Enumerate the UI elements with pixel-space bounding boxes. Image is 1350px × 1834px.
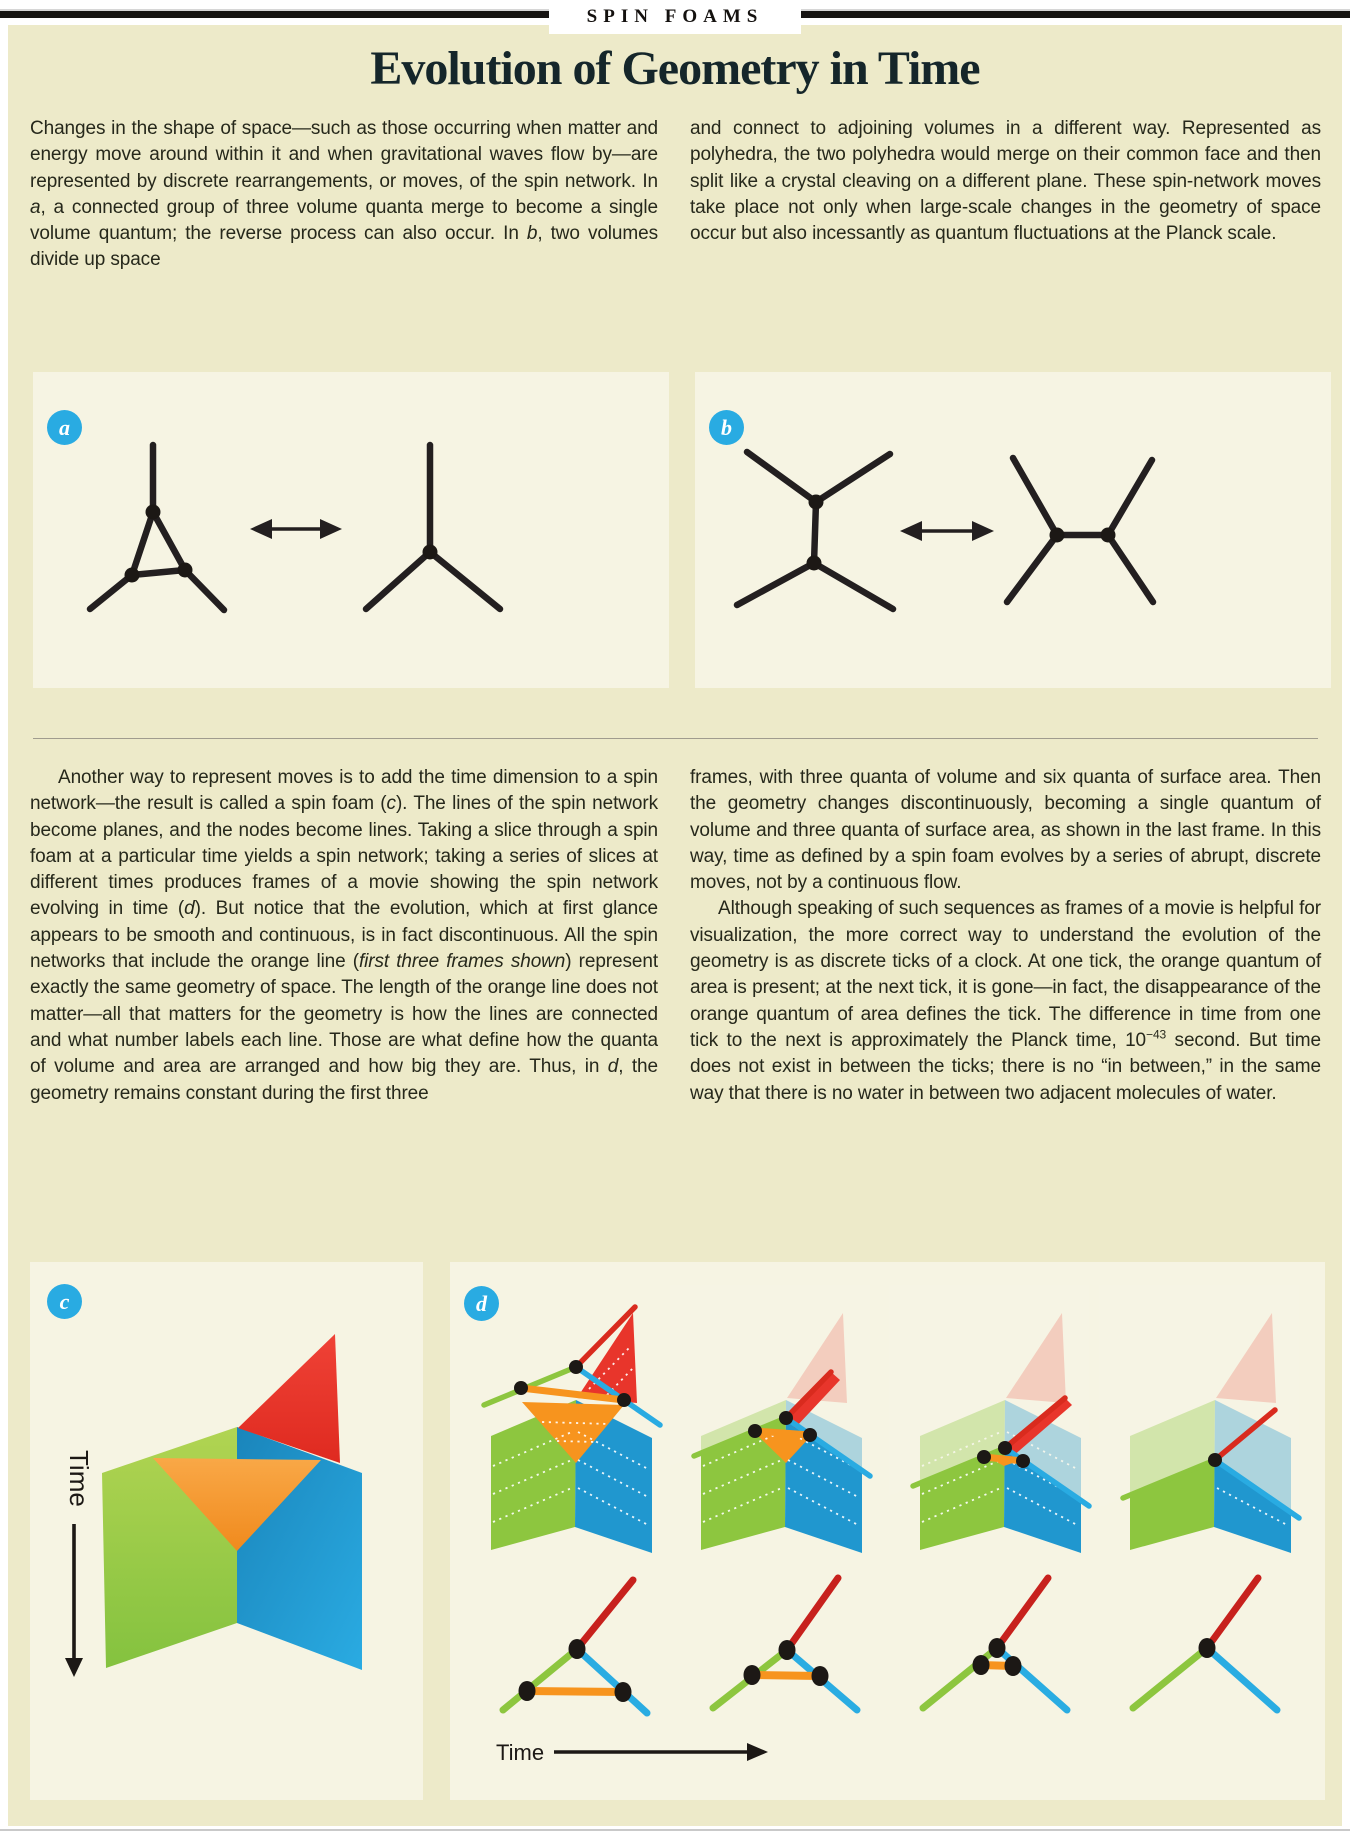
double-arrow-icon xyxy=(250,519,342,539)
foam-frame-2 xyxy=(670,1285,870,1553)
foam-frame-3 xyxy=(889,1285,1089,1553)
time-axis xyxy=(64,1450,94,1677)
time-axis-label: Time xyxy=(496,1740,545,1765)
panel-d-spin-foam-frames xyxy=(450,1262,1325,1800)
time-axis-label: Time xyxy=(64,1450,94,1507)
panel-c-letter: c xyxy=(59,1288,70,1314)
kicker-label: SPIN FOAMS xyxy=(586,6,764,27)
network-frame-4 xyxy=(1133,1578,1277,1710)
intro-paragraph-right xyxy=(690,116,1321,247)
network-frame-3 xyxy=(923,1578,1067,1710)
body-text-right-1: frames, with three quanta of volume and six quanta of surface area. Then the geometry changes discontinuously, becoming a single quantum of volume and three quanta of surface area, as shown in the last frame. In this way, time as defined by a spin foam evolves by a series of abrupt, discrete moves, not by a continuous flow. xyxy=(690,767,1321,894)
panel-c-badge xyxy=(47,1284,82,1319)
page-bottom-rule xyxy=(0,1829,1350,1831)
time-axis-arrowhead-icon xyxy=(65,1658,83,1677)
panel-a-spin-network-merge xyxy=(33,372,669,688)
double-arrow-icon xyxy=(900,521,994,541)
panel-b-diagram xyxy=(695,372,1331,688)
intro-text-left: Changes in the shape of space—such as those occurring when matter and energy move around within it and when gravitational waves flow by—are represented by discrete rearrangements, or moves, of the spin network. In a, a connected group of three volume quanta merge to become a single volume quantum; the reverse process can also occur. In b, two volumes divide up space xyxy=(30,118,658,271)
time-axis xyxy=(496,1740,768,1765)
panel-b-spin-network-exchange xyxy=(695,372,1331,688)
panel-d-badge xyxy=(464,1286,499,1321)
section-divider xyxy=(33,738,1318,739)
section-kicker xyxy=(549,0,801,34)
body-text-left: Another way to represent moves is to add the time dimension to a spin network—the result is called a spin foam (c). The lines of the spin network become planes, and the nodes become lines. Taking a slice through a spin foam at a particular time yields a spin network; taking a series of slices at different times produces frames of a movie showing the spin network evolving in time (d). But notice that the evolution, which at first glance appears to be smooth and continuous, is in fact discontinuous. All the spin networks that include the orange line (first three frames shown) represent exactly the same geometry of space. The length of the orange line does not matter—all that matters for the geometry is how the lines are connected and what number labels each line. Those are what define how the quanta of volume and area are arranged and how big they are. Thus, in d, the geometry remains constant during the first three xyxy=(30,767,658,1104)
foam-frame-4 xyxy=(1099,1285,1299,1553)
time-axis-arrowhead-icon xyxy=(747,1743,768,1761)
intro-paragraph-left xyxy=(30,116,658,274)
three-node-network xyxy=(90,445,224,610)
panel-b-badge xyxy=(709,410,744,445)
body-paragraph-left xyxy=(30,765,658,1107)
panel-c-diagram xyxy=(30,1262,423,1800)
intro-text-right: and connect to adjoining volumes in a different way. Represented as polyhedra, the two polyhedra would merge on their common face and then split like a crystal cleaving on a different plane. These spin-network moves take place not only when large-scale changes in the geometry of space occur but also incessantly as quantum fluctuations at the Planck scale. xyxy=(690,118,1321,245)
foam-frame-1 xyxy=(484,1307,660,1553)
panel-d-letter: d xyxy=(476,1290,487,1316)
page-title: Evolution of Geometry in Time xyxy=(370,42,980,95)
panel-a-diagram xyxy=(33,372,669,688)
single-node-network xyxy=(366,445,500,609)
vertical-edge-network xyxy=(737,452,893,609)
body-paragraph-right xyxy=(690,765,1321,1107)
panel-a-letter: a xyxy=(59,414,70,440)
panel-d-diagram xyxy=(450,1262,1325,1800)
network-frame-1 xyxy=(503,1580,647,1713)
spin-foam-solid xyxy=(102,1334,362,1670)
figure-box-page xyxy=(8,25,1342,1826)
panel-a-badge xyxy=(47,410,82,445)
horizontal-edge-network xyxy=(1007,458,1153,602)
panel-b-letter: b xyxy=(721,414,732,440)
network-frame-2 xyxy=(713,1578,857,1710)
panel-c-spin-foam xyxy=(30,1262,423,1800)
body-text-right-2: Although speaking of such sequences as frames of a movie is helpful for visualization, the more correct way to understand the evolution of the geometry is as discrete ticks of a clock. At one tick, the orange quantum of area is present; at the next tick, it is gone—in fact, the disappearance of the orange quantum of area defines the tick. The difference in time from one tick to the next is approximately the Planck time, $10^{-43}$ second. But time does not exist in between the ticks; there is no “in between,” in the same way that there is no water in between two adjacent molecules of water. xyxy=(690,898,1321,1104)
